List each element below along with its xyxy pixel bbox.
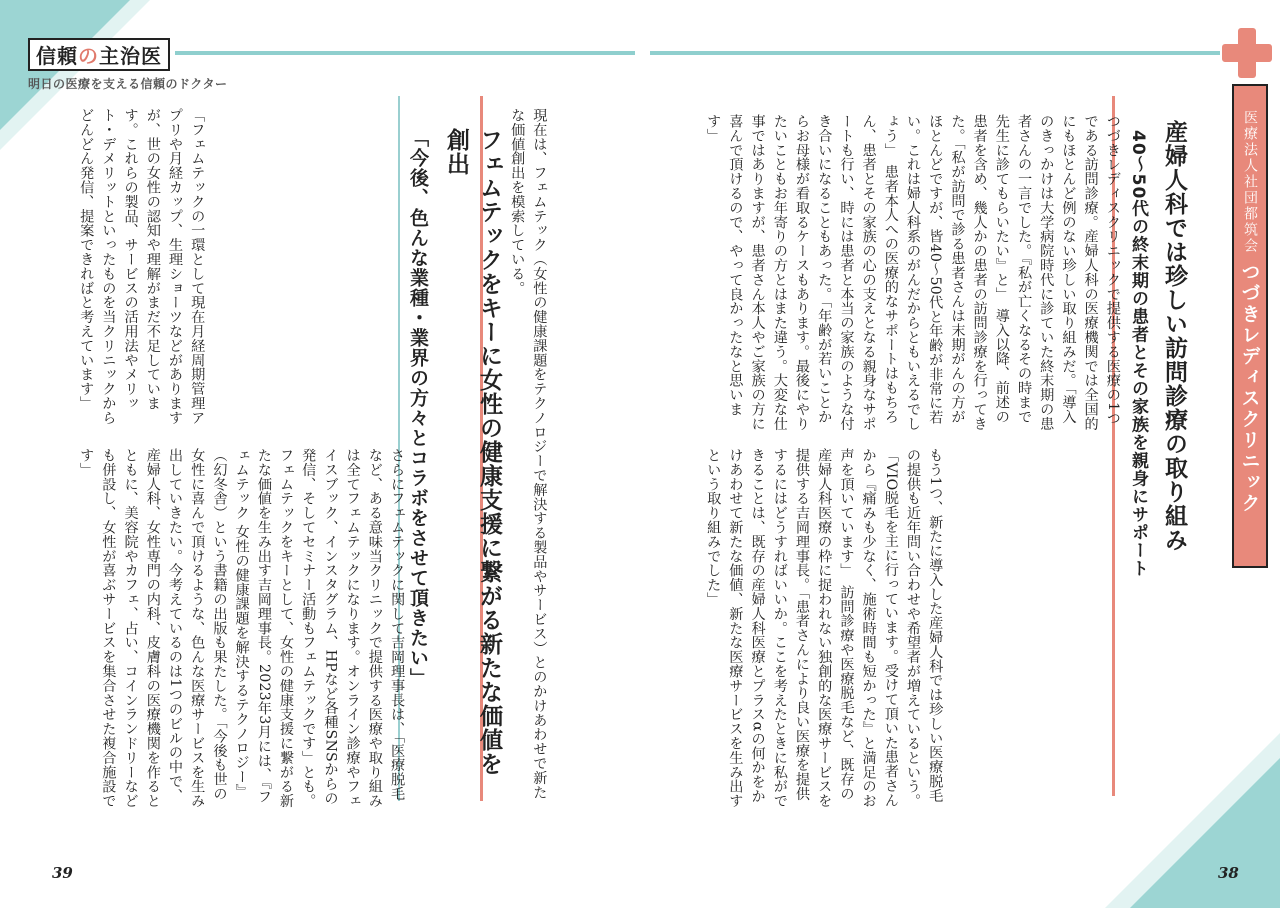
page-number-left: 39 [52, 864, 73, 882]
section-heading-quote: 「今後、色んな業種・業界の方々とコラボをさせて頂きたい」 [407, 128, 429, 688]
series-title-mid: の [78, 44, 99, 68]
body-text-block-3: 現在は、フェムテック（女性の健康課題をテクノロジーで解決する製品やサービス）とのかけあわせで新たな価値創出を模索している。 [509, 108, 548, 800]
series-header [28, 38, 228, 92]
organization-banner [1232, 84, 1268, 568]
corner-decoration-bottom-right-inner [1130, 758, 1280, 908]
article-subheadline: 40～50代の終末期の患者とその家族を親身にサポート [1128, 130, 1148, 578]
series-title-pre: 信頼 [36, 44, 78, 68]
body-text-block-2: もう1つ、新たに導入した産婦人科では珍しい医療脱毛の提供も近年問い合わせや希望者が増えているという。「VIO脱毛を主に行っています。受けて頂いた患者さんから『痛みも少なく、施術時間も短かった』と満足のお声を頂いています」 訪問診療や医療脱毛など、既存の産婦人科医療の枠に捉われない独創的な医療サービスを提供する吉岡理事長。「患者さんにより良い医療を提供するにはどうすればいいか。ここを考えたときに私ができることは、既存の産婦人科医療とプラスαの何かをかけあわせて新たな価値、新たな医療サービスを生み出すという取り組みでした」 [705, 448, 944, 808]
series-subtitle: 明日の医療を支える信頼のドクター [28, 77, 228, 91]
page-number-right: 38 [1218, 864, 1239, 882]
series-title-post: 主治医 [99, 44, 162, 68]
series-title-text [28, 38, 170, 71]
body-text-block-1: つづきレディスクリニックで提供する医療の1つである訪問診療。産婦人科の医療機関では全国的にもほとんど例のない珍しい取り組みだ。「導入のきっかけは大学病院時代に診ていた終末期の患者さんの一言でした。『私が亡くなるその時まで先生に診てもらいたい』と」 導入以降、前述の患者を含め、幾人かの患者の訪問診療を行ってきた。「私が訪問で診る患者さんは末期がんの方がほとんどですが、皆40～50代と年齢が非常に若い。これは婦人科系のがんだからともいえるでしょう」 患者本人への医療的なサポートはもちろん、患者とその家族の心の支えとなる親身なサポートも行い、時には患者と本当の家族のような付き合いになることもあった。「年齢が若いことからお母様が看取るケースもあります。最後にやりたいこともお年寄りの方とはまた違う。大変な仕事ではありますが、患者さん本人やご家族の方に喜んで頂けるので、やって良かったなと思います」 [705, 114, 1121, 431]
header-rule-right [650, 51, 1220, 55]
medical-cross-icon: ♥ [1222, 28, 1272, 78]
header-rule-left [175, 51, 635, 55]
section-heading: フェムテックをキーに女性の健康支援に繋がる新たな価値を創出 [443, 128, 502, 776]
body-text-block-5: さらにフェムテックに関して吉岡理事長は、「医療脱毛など、ある意味当クリニックで提供する医療や取り組みは全てフェムテックになります。オンライン診療やフェイスブック、インスタグラム、HPなど各種SNSからの発信、そしてセミナー活動もフェムテックです」とも。 フェムテックをキーとして、女性の健康支援に繋がる新たな価値を生み出す吉岡理事長。2023年3月には、『フェムテック 女性の健康課題を解決するテクノロジー』（幻冬舎）という書籍の出版も果たした。「今後も世の女性に喜んで頂けるような、色んな医療サービスを生み出していきたい。今考えているのは1つのビルの中で、産婦人科、女性専門の内科、皮膚科の医療機関を作るとともに、美容院やカフェ、占い、コインランドリーなども併設し、女性が喜ぶサービスを集合させた複合施設です」 [78, 448, 406, 816]
organization-name: つづきレディスクリニック [1238, 262, 1261, 514]
body-text-block-4: 「フェムテックの一環として現在月経周期管理アプリや月経カップ、生理ショーツなどがありますが、世の女性の認知や理解がまだ不足しています。これらの製品、サービスの活用法やメリット・デメリットといったものを当クリニックからどんどん発信、提案できればと考えています」 [78, 108, 206, 425]
organization-legal: 医療法人社団都筑会 [1242, 110, 1258, 254]
article-headline: 産婦人科では珍しい訪問診療の取り組み [1161, 120, 1187, 552]
